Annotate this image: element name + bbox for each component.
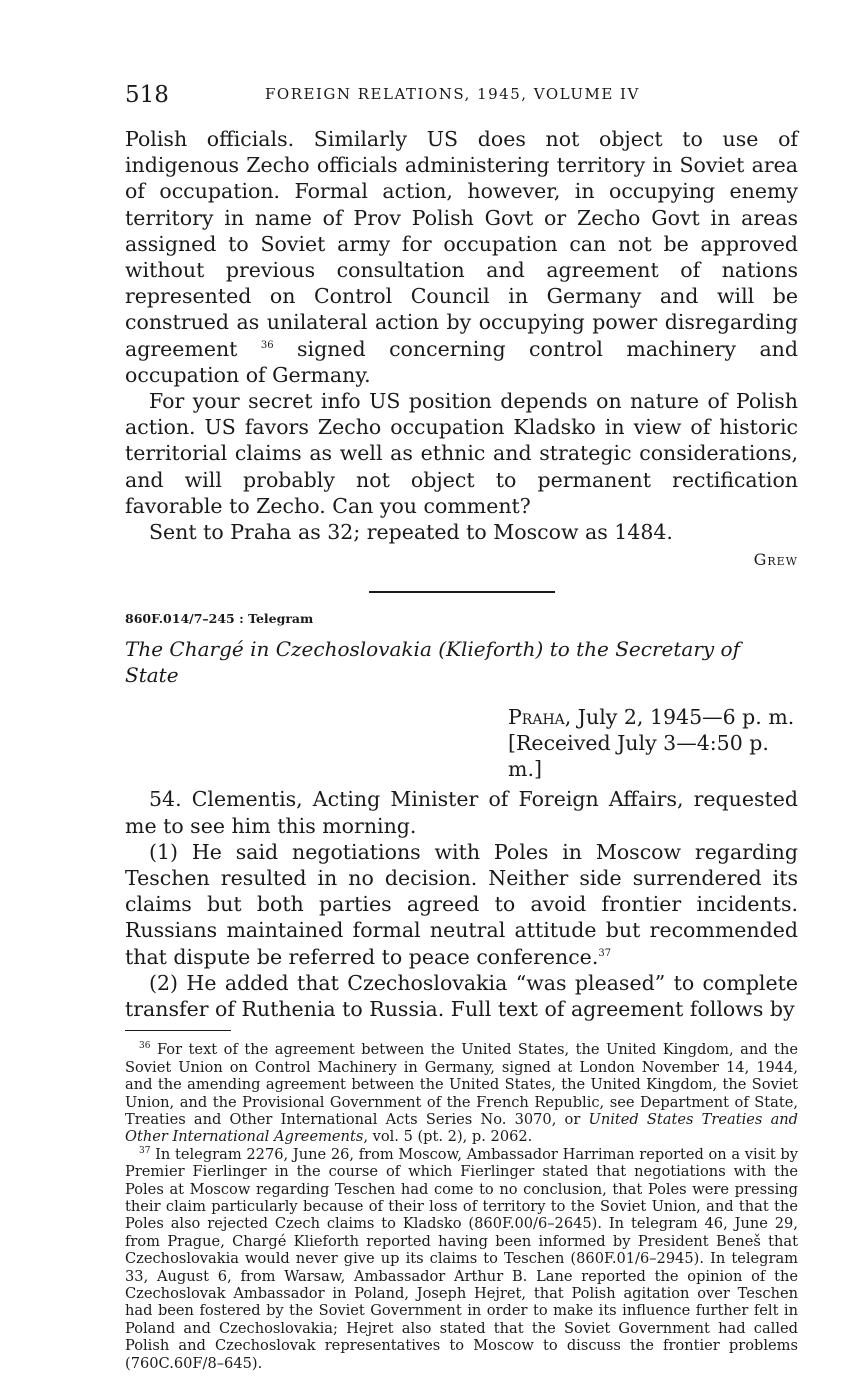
received-line: [Received July 3—4:50 p. m.] <box>508 731 769 782</box>
telegram-body <box>125 786 798 1022</box>
signature: Grew <box>753 550 798 570</box>
footnote-ref-37: 37 <box>598 947 612 959</box>
footnote-divider <box>125 1030 231 1031</box>
continued-telegram <box>125 126 798 573</box>
paragraph: For your secret info US position depends on nature of Polish action. US favors Zecho occupation Kladsko in view of historic territorial claims as well as ethnic and strategic considerations, and will probably not object to permanent rectification favorable to Zecho. Can you comment? <box>125 389 798 518</box>
paragraph: Polish officials. Similarly US does not object to use of indigenous Zecho officials administering territory in Soviet area of occupation. Formal action, however, in occupying enemy territory in name of Prov Polish Govt or Zecho Govt in areas assigned to Soviet army for occupation can not be approved without previous consultation and agreement of nations represented on Control Council in Germany and will be construed as unilateral action by occupying power disregarding agreement $^{36}$ signed concerning control machinery and occupation of Germany. <box>125 127 798 387</box>
footnotes <box>125 1041 798 1372</box>
paragraph: (1) He said negotiations with Poles in Moscow regarding Teschen resulted in no decision. Neither side surrendered its claims but both parties agreed to avoid frontier incidents. Russians maintained formal neutral attitude but recommended that dispute be referred to peace conference.$^{37}$ <box>125 839 798 969</box>
page <box>125 82 798 1372</box>
document-title: The Chargé in Czechoslovakia (Klieforth) to the Secretary of State <box>125 637 740 688</box>
place: Praha <box>508 705 565 730</box>
file-id: 860F.014/7–245 : Telegram <box>125 611 314 627</box>
footnote-36: $^{36}$ For text of the agreement between the United States, the United Kingdom, and the Soviet Union on Control Machinery in Germany, signed at London November 14, 1944, and the amending agreement between the United States, the United Kingdom, the Soviet Union, and the Provisional Government of the French Republic, see Department of State, Treaties and Other International Acts Series No. 3070, or United States Treaties and Other International Agreements, vol. 5 (pt. 2), p. 2062. <box>125 1041 799 1146</box>
paragraph: 54. Clementis, Acting Minister of Foreign Affairs, requested me to see him this morning. <box>125 787 798 838</box>
footnote-37: $^{37}$ In telegram 2276, June 26, from Moscow, Ambassador Harriman reported on a visit by Premier Fierlinger in the course of which Fierlinger stated that negotiations with the Poles at Moscow regarding Teschen had come to no conclusion, that Poles were pressing their claim particularly because of their loss of territory to the Soviet Union, and that the Poles also rejected Czech claims to Kladsko (860F.00/6–2645). In telegram 46, June 29, from Prague, Chargé Klieforth reported having been informed by President Beneš that Czechoslovakia would never give up its claims to Teschen (860F.01/6–2945). In telegram 33, August 6, from Warsaw, Ambassador Arthur B. Lane reported the opinion of the Czechoslovak Ambassador in Poland, Joseph Hejret, that Polish agitation over Teschen had been fostered by the Soviet Government in order to make its influence further felt in Poland and Czechoslovakia; Hejret also stated that the Soviet Government had called Polish and Czechoslovak representatives to Moscow to discuss the frontier problems (760C.60F/8–645). <box>125 1145 799 1372</box>
dateline <box>125 704 798 782</box>
section-divider <box>369 591 555 593</box>
date-time: , July 2, 1945—6 p. m. <box>564 705 795 730</box>
page-number: 518 <box>125 82 169 108</box>
paragraph: Sent to Praha as 32; repeated to Moscow as 1484. <box>149 520 673 545</box>
running-header <box>125 82 798 112</box>
running-title: FOREIGN RELATIONS, 1945, VOLUME IV <box>265 85 640 103</box>
footnote-ref-36: 36 <box>260 339 274 351</box>
paragraph: (2) He added that Czechoslovakia “was pleased” to complete transfer of Ruthenia to Russia. Full text of agreement follows by <box>125 970 798 1022</box>
